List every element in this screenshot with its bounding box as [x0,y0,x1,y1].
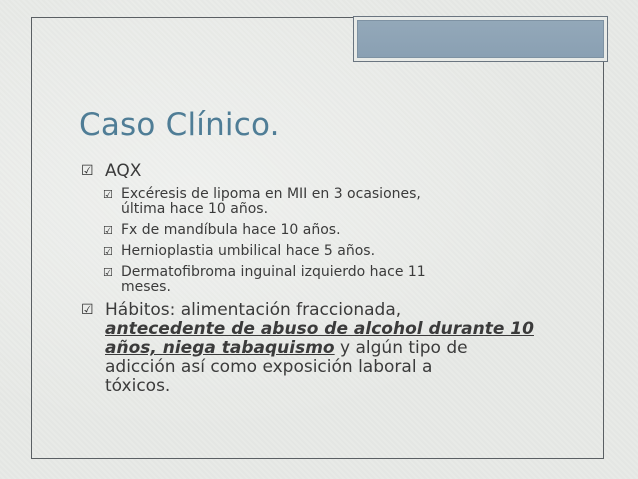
list-item-text: Dermatofibroma inguinal izquierdo hace 11 [121,264,426,280]
checkbox-bullet-icon: ☑ [81,163,94,179]
habitos-intro: Hábitos: alimentación fraccionada, [105,300,402,320]
checkbox-bullet-icon: ☑ [103,224,113,237]
aqx-sublist [81,187,551,295]
list-item [81,265,551,295]
list-item-text: Excéresis de lipoma en MII en 3 ocasiones, [121,186,421,202]
list-item-text: Fx de mandíbula hace 10 años. [121,222,341,238]
habitos-emphasis-line1: antecedente de abuso de alcohol durante 10 [105,319,534,339]
list-item [81,244,551,259]
habitos-bullet-item [81,301,551,396]
slide-title: Caso Clínico. [79,107,280,143]
aqx-bullet-item [81,162,551,181]
aqx-label: AQX [105,161,142,181]
habitos-rest-line3: tóxicos. [105,376,171,396]
decorative-header-box [353,16,608,62]
checkbox-bullet-icon: ☑ [103,266,113,279]
decorative-header-fill [357,20,604,58]
habitos-emphasis-line2: años, niega tabaquismo [105,338,335,358]
list-item-text-continued: última hace 10 años. [121,201,269,217]
list-item-text: Hernioplastia umbilical hace 5 años. [121,243,376,259]
list-item-text-continued: meses. [121,279,171,295]
list-item [81,223,551,238]
checkbox-bullet-icon: ☑ [103,188,113,201]
checkbox-bullet-icon: ☑ [81,302,94,318]
checkbox-bullet-icon: ☑ [103,245,113,258]
list-item [81,187,551,217]
habitos-rest-line1: y algún tipo de [334,338,468,358]
slide-content [81,162,551,396]
habitos-rest-line2: adicción así como exposición laboral a [105,357,433,377]
